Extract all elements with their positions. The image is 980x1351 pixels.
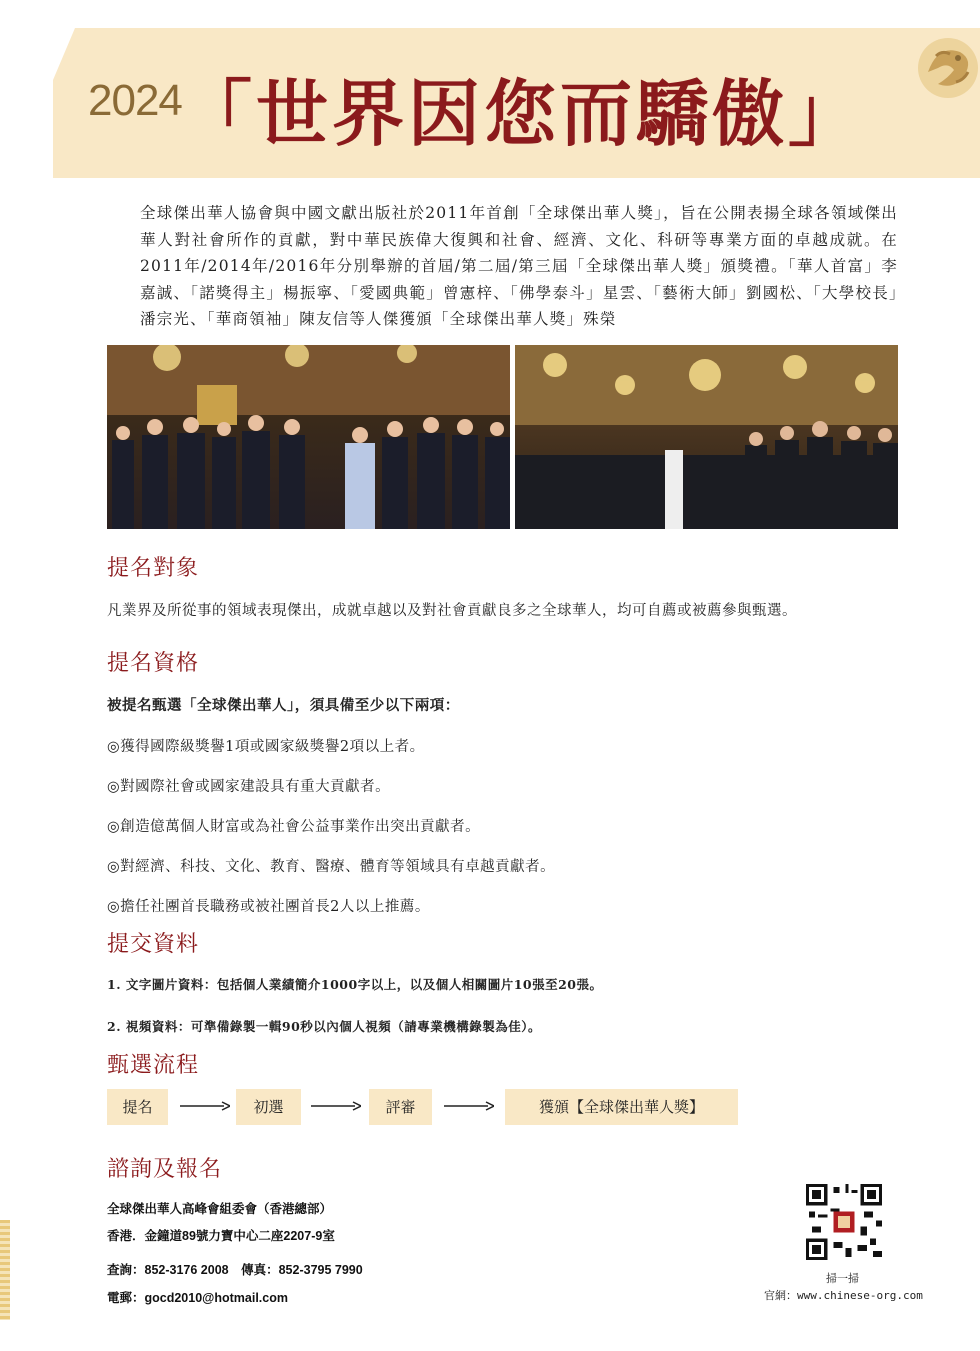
qualification-item: ◎對國際社會或國家建設具有重大貢獻者。 [107, 779, 391, 795]
process-step-award: 獲頒【全球傑出華人獎】 [505, 1089, 738, 1125]
contact-phone: 查詢：852-3176 2008 傳真：852-3795 7990 [107, 1263, 363, 1277]
arrow-right-icon [311, 1100, 361, 1112]
heading-contact: 諮詢及報名 [107, 1157, 223, 1182]
process-step-review: 評審 [369, 1089, 432, 1125]
qualification-item: ◎創造億萬個人財富或為社會公益事業作出突出貢獻者。 [107, 819, 481, 835]
page-title: 「世界因您而驕傲」 [180, 71, 865, 156]
website-link[interactable]: 官網：www.chinese-org.com [764, 1289, 923, 1302]
heading-process: 甄選流程 [107, 1053, 200, 1078]
heading-nomination-target: 提名對象 [107, 556, 200, 581]
qr-code-icon[interactable] [806, 1184, 882, 1260]
dragon-emblem-icon [908, 32, 980, 104]
qualification-item: ◎擔任社團首長職務或被社團首長2人以上推薦。 [107, 899, 430, 915]
contact-address: 香港．金鐘道89號力寶中心二座2207-9室 [107, 1229, 335, 1243]
intro-paragraph: 全球傑出華人協會與中國文獻出版社於2011年首創「全球傑出華人獎」，旨在公開表揚全球各領域傑出華人對社會所作的貢獻，對中華民族偉大復興和社會、經濟、文化、科研等專業方面的卓越成就。在2011年/2014年/2016年分別舉辦的首屆/第二屆/第三屆「全球傑出華人獎」頒獎禮。「華人首富」李嘉誠、「諾獎得主」楊振寧、「愛國典範」曾憲梓、「佛學泰斗」星雲、「藝術大師」劉國松、「大學校長」潘宗光、「華商領袖」陳友信等人傑獲頒「全球傑出華人獎」殊榮 [140, 204, 898, 328]
materials-item: 2. 視頻資料：可準備錄製一輯90秒以內個人視頻（請專業機構錄製為佳）。 [107, 1019, 542, 1034]
contact-email: 電郵：gocd2010@hotmail.com [107, 1291, 288, 1305]
event-photo-left [107, 345, 510, 529]
process-step-nominate: 提名 [107, 1089, 168, 1125]
process-step-preliminary: 初選 [236, 1089, 301, 1125]
event-photo-right [515, 345, 898, 529]
arrow-right-icon [444, 1100, 494, 1112]
header-year: 2024 [88, 76, 182, 125]
arrow-right-icon [180, 1100, 230, 1112]
nomination-target-text: 凡業界及所從事的領域表現傑出，成就卓越以及對社會貢獻良多之全球華人，均可自薦或被薦參與甄選。 [107, 603, 797, 619]
scan-label: 掃一掃 [826, 1272, 859, 1285]
heading-materials: 提交資料 [107, 932, 200, 957]
qualification-item: ◎獲得國際級獎譽1項或國家級獎譽2項以上者。 [107, 739, 425, 755]
contact-org: 全球傑出華人高峰會組委會（香港總部） [107, 1202, 333, 1216]
heading-qualification: 提名資格 [107, 651, 200, 676]
materials-item: 1. 文字圖片資料：包括個人業績簡介1000字以上，以及個人相關圖片10張至20張。 [107, 977, 603, 992]
decorative-edge [0, 1220, 10, 1320]
qualification-lead: 被提名甄選「全球傑出華人」，須具備至少以下兩項： [107, 697, 460, 714]
qualification-item: ◎對經濟、科技、文化、教育、醫療、體育等領域具有卓越貢獻者。 [107, 859, 556, 875]
